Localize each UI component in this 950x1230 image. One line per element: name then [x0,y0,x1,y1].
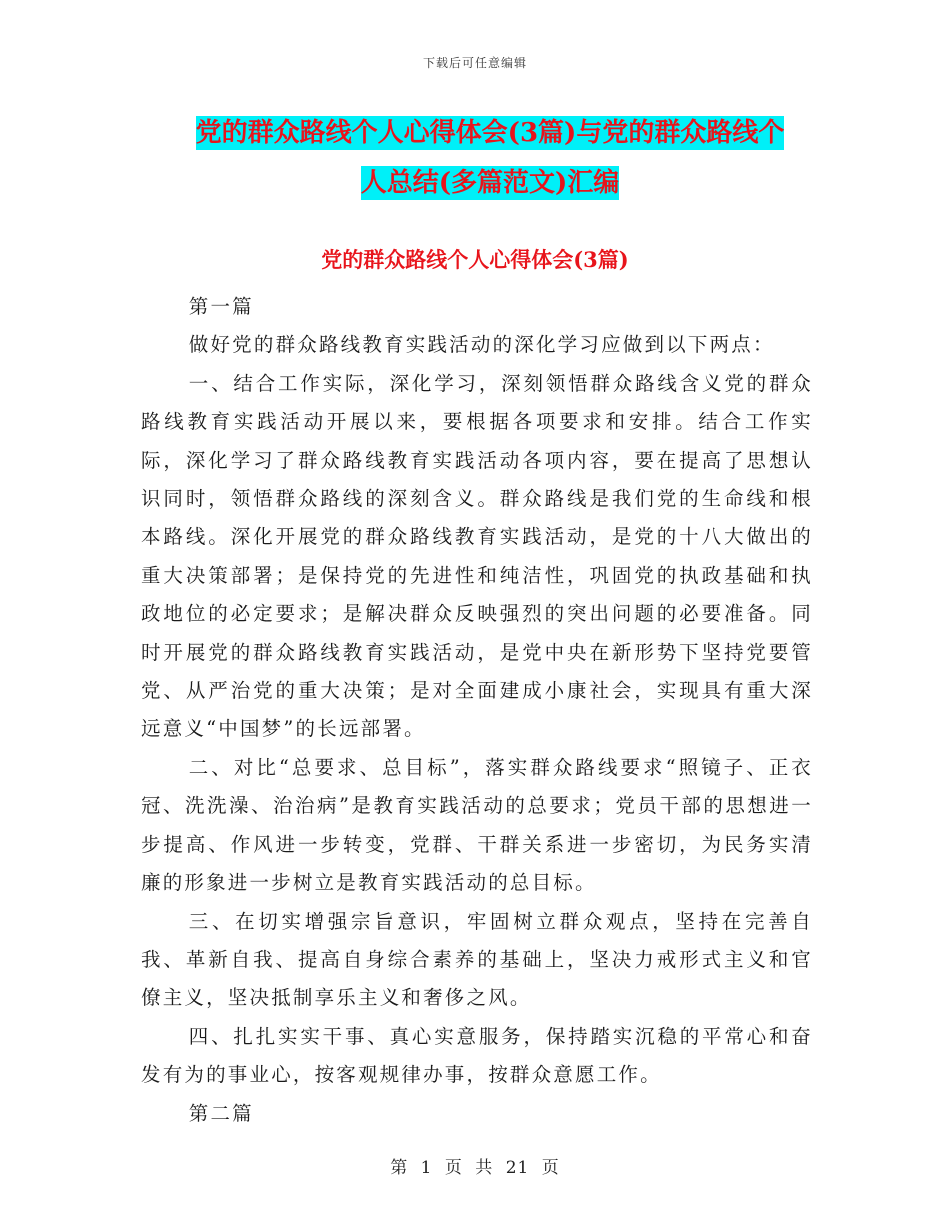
document-title [140,108,840,208]
chapter-heading: 第一篇 [188,295,254,318]
document-title-line-2: 人总结(多篇范文)汇编 [360,168,620,198]
chapter-heading: 第二篇 [188,1101,254,1125]
document-body [141,288,813,1133]
document-title-line-1: 党的群众路线个人心得体会(3篇)与党的群众路线个 [195,118,785,148]
paragraph: 三、在切实增强宗旨意识，牢固树立群众观点，坚持在完善自我、革新自我、提高自身综合素养的基础上，坚决力戒形式主义和官僚主义，坚决抵制享乐主义和奢侈之风。 [141,909,813,1010]
page-footer: 第 1 页 共 21 页 [390,1158,560,1178]
paragraph: 一、结合工作实际，深化学习，深刻领悟群众路线含义党的群众路线教育实践活动开展以来，要根据各项要求和安排。结合工作实际，深化学习了群众路线教育实践活动各项内容，要在提高了思想认识同时，领悟群众路线的深刻含义。群众路线是我们党的生命线和根本路线。深化开展党的群众路线教育实践活动，是党的十八大做出的重大决策部署；是保持党的先进性和纯洁性，巩固党的执政基础和执政地位的必定要求；是解决群众反映强烈的突出问题的必要准备。同时开展党的群众路线教育实践活动，是党中央在新形势下坚持党要管党、从严治党的重大决策；是对全面建成小康社会，实现具有重大深远意义“中国梦”的长远部署。 [141,371,813,741]
paragraph: 四、扎扎实实干事、真心实意服务，保持踏实沉稳的平常心和奋发有为的事业心，按客观规律办事，按群众意愿工作。 [141,1024,813,1087]
paragraph: 做好党的群众路线教育实践活动的深化学习应做到以下两点： [188,333,775,357]
header-note: 下载后可任意编辑 [422,56,527,70]
section-title: 党的群众路线个人心得体会(3篇) [321,247,629,272]
paragraph: 二、对比“总要求、总目标”，落实群众路线要求“照镜子、正衣冠、洗洗澡、治治病”是教育实践活动的总要求；党员干部的思想进一步提高、作风进一步转变，党群、干群关系进一步密切，为民务实清廉的形象进一步树立是教育实践活动的总目标。 [141,755,813,895]
